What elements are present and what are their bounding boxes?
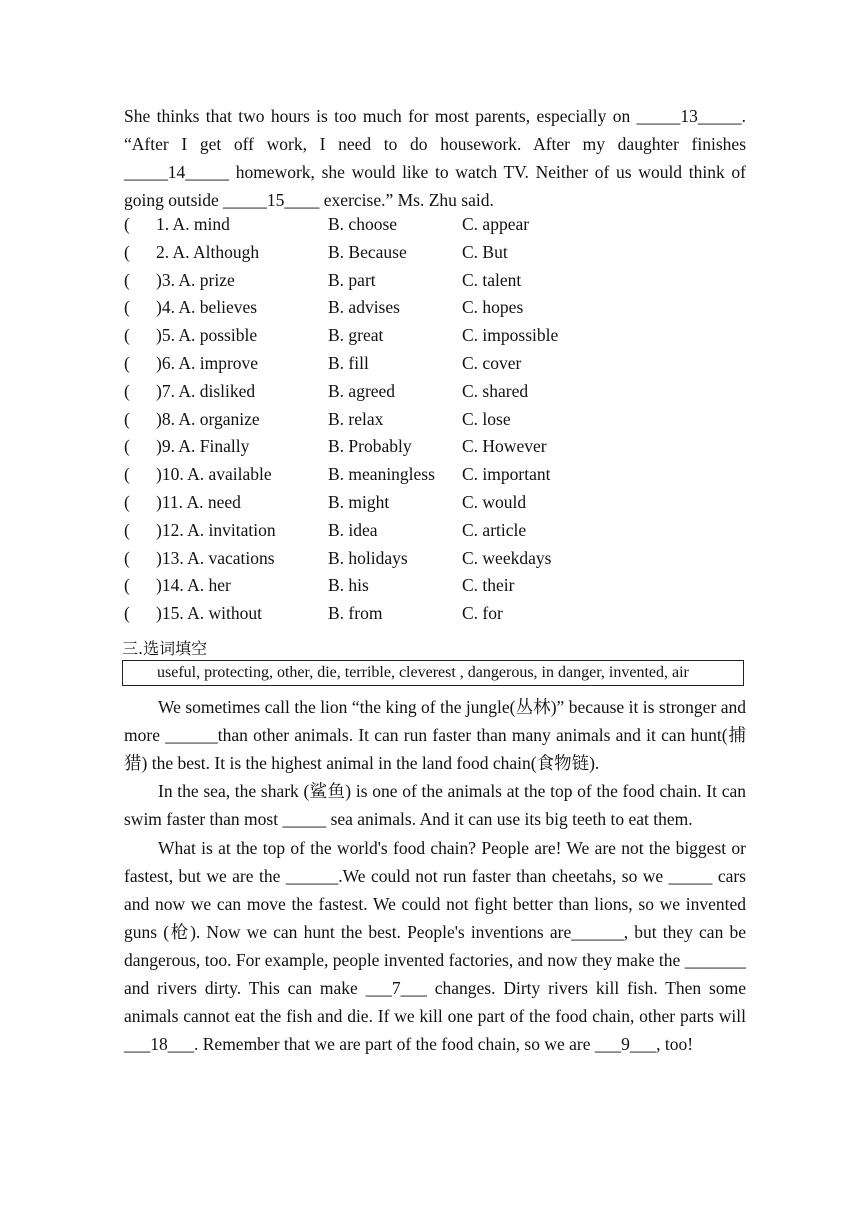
option-c: C. weekdays bbox=[462, 548, 552, 568]
word-bank-text: useful, protecting, other, die, terrible, cleverest , dangerous, in danger, invented, air bbox=[157, 664, 689, 681]
option-row bbox=[124, 575, 764, 603]
answer-paren: ( bbox=[124, 381, 130, 401]
option-b: B. meaningless bbox=[328, 464, 435, 484]
option-a: )12. A. invitation bbox=[156, 520, 276, 540]
option-a: )15. A. without bbox=[156, 603, 262, 623]
option-row bbox=[124, 353, 764, 381]
answer-paren: ( bbox=[124, 409, 130, 429]
answer-paren: ( bbox=[124, 325, 130, 345]
option-row bbox=[124, 492, 764, 520]
option-a: )8. A. organize bbox=[156, 409, 260, 429]
lion-paragraph: We sometimes call the lion “the king of the jungle(丛林)” because it is stronger and more ______than other animals. It can run faster than many animals and it can hunt(捕猎) the best. It is the highest animal in the land food chain(食物链). bbox=[124, 697, 746, 773]
option-b: B. part bbox=[328, 270, 376, 290]
option-a: )10. A. available bbox=[156, 464, 272, 484]
answer-paren: ( bbox=[124, 436, 130, 456]
option-row bbox=[124, 520, 764, 548]
option-row bbox=[124, 242, 764, 270]
option-row bbox=[124, 409, 764, 437]
option-row bbox=[124, 603, 764, 631]
option-b: B. Because bbox=[328, 242, 407, 262]
shark-paragraph: In the sea, the shark (鲨鱼) is one of the animals at the top of the food chain. It can swim faster than most _____ sea animals. And it can use its big teeth to eat them. bbox=[124, 781, 746, 829]
option-a: )14. A. her bbox=[156, 575, 231, 595]
option-row bbox=[124, 297, 764, 325]
option-row bbox=[124, 214, 764, 242]
option-c: C. But bbox=[462, 242, 508, 262]
answer-paren: ( bbox=[124, 270, 130, 290]
option-b: B. fill bbox=[328, 353, 369, 373]
answer-paren: ( bbox=[124, 603, 130, 623]
option-c: C. for bbox=[462, 603, 503, 623]
answer-paren: ( bbox=[124, 548, 130, 568]
option-a: )5. A. possible bbox=[156, 325, 258, 345]
answer-paren: ( bbox=[124, 575, 130, 595]
passage-ending-paragraph: She thinks that two hours is too much for most parents, especially on _____13_____. “After I get off work, I need to do housework. After my daughter finishes _____14_____ homework, she would like to watch TV. Neither of us would think of going outside _____15____ exercise.” Ms. Zhu said. bbox=[124, 106, 746, 210]
option-c: C. would bbox=[462, 492, 527, 512]
option-a: 2. A. Although bbox=[156, 242, 260, 262]
option-b: B. from bbox=[328, 603, 383, 623]
option-a: )7. A. disliked bbox=[156, 381, 256, 401]
option-c: C. impossible bbox=[462, 325, 559, 345]
option-a: )11. A. need bbox=[156, 492, 241, 512]
option-c: C. cover bbox=[462, 353, 522, 373]
answer-paren: ( bbox=[124, 297, 130, 317]
option-row bbox=[124, 464, 764, 492]
answer-paren: ( bbox=[124, 214, 130, 234]
option-row bbox=[124, 548, 764, 576]
answer-paren: ( bbox=[124, 464, 130, 484]
option-a: )13. A. vacations bbox=[156, 548, 275, 568]
answer-paren: ( bbox=[124, 520, 130, 540]
option-b: B. idea bbox=[328, 520, 378, 540]
option-c: C. hopes bbox=[462, 297, 524, 317]
option-row bbox=[124, 325, 764, 353]
option-b: B. choose bbox=[328, 214, 398, 234]
option-b: B. great bbox=[328, 325, 384, 345]
option-c: C. their bbox=[462, 575, 515, 595]
option-b: B. advises bbox=[328, 297, 400, 317]
option-c: C. lose bbox=[462, 409, 511, 429]
answer-paren: ( bbox=[124, 492, 130, 512]
option-b: B. relax bbox=[328, 409, 384, 429]
option-c: C. appear bbox=[462, 214, 530, 234]
option-row bbox=[124, 436, 764, 464]
option-row bbox=[124, 270, 764, 298]
option-c: C. However bbox=[462, 436, 547, 456]
option-row bbox=[124, 381, 764, 409]
word-bank-box bbox=[122, 660, 744, 686]
option-c: C. talent bbox=[462, 270, 522, 290]
option-a: 1. A. mind bbox=[156, 214, 230, 234]
answer-paren: ( bbox=[124, 242, 130, 262]
option-a: )6. A. improve bbox=[156, 353, 259, 373]
people-paragraph: What is at the top of the world's food chain? People are! We are not the biggest or fastest, but we are the ______.We could not run faster than cheetahs, so we _____ cars and now we can move the fastest. We could not fight better than lions, so we invented guns (枪). Now we can hunt the best. People's inventions are______, but they can be dangerous, too. For example, people invented factories, and now they make the _______ and rivers dirty. This can make ___7___ changes. Dirty rivers kill fish. Then some animals cannot eat the fish and die. If we kill one part of the food chain, other parts will ___18___. Remember that we are part of the food chain, so we are ___9___, too! bbox=[124, 838, 746, 1054]
answer-paren: ( bbox=[124, 353, 130, 373]
option-a: )4. A. believes bbox=[156, 297, 258, 317]
option-c: C. shared bbox=[462, 381, 529, 401]
section-title: 三.选词填空 bbox=[122, 639, 208, 658]
option-b: B. holidays bbox=[328, 548, 408, 568]
option-b: B. agreed bbox=[328, 381, 396, 401]
option-b: B. Probably bbox=[328, 436, 412, 456]
option-a: )9. A. Finally bbox=[156, 436, 250, 456]
option-c: C. article bbox=[462, 520, 527, 540]
option-a: )3. A. prize bbox=[156, 270, 235, 290]
option-c: C. important bbox=[462, 464, 551, 484]
option-b: B. his bbox=[328, 575, 369, 595]
option-b: B. might bbox=[328, 492, 390, 512]
